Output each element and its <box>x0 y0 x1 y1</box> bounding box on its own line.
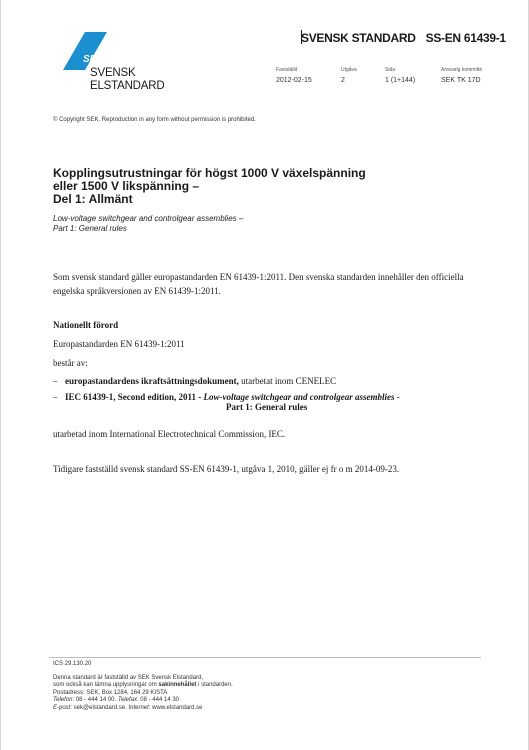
previous-standard-note: Tidigare fastställd svensk standard SS-EN 61439-1, utgåva 1, 2010, gäller ej fr o m 2014-09-23. <box>53 464 400 474</box>
footer-web-value[interactable]: : www.elstandard.se <box>148 704 203 711</box>
copyright-notice: © Copyright SEK. Reproduction in any form without permission is prohibited. <box>53 117 256 123</box>
foreword-line-2: består av: <box>53 358 88 368</box>
english-title-line-1: Low-voltage switchgear and controlgear assemblies – <box>53 214 244 223</box>
meta-label-sida: Sida <box>385 67 396 73</box>
document-title <box>53 167 366 206</box>
footer-line-4 <box>53 697 233 704</box>
footer-fax-value: : 08 - 444 14 30 <box>136 697 180 704</box>
title-line-3: Del 1: Allmänt <box>53 192 133 206</box>
footer-fax-label: Telefax <box>117 697 137 704</box>
meta-label-fastst: Fastställd <box>276 67 298 73</box>
bullet-1-bold: europastandardens ikraftsättningsdokument, <box>65 376 239 386</box>
footer-email-value[interactable]: : sek@elstandard.se. <box>70 704 129 711</box>
meta-value-date: 2012-02-15 <box>276 77 312 84</box>
list-item <box>53 392 400 402</box>
meta-value-committee: SEK TK 17D <box>441 77 481 84</box>
footer-line-2-bold: sakinnehållet <box>158 682 197 689</box>
english-title-line-2: Part 1: General rules <box>53 223 127 233</box>
footer-line-2 <box>53 682 233 689</box>
meta-label-utgava: Utgåva <box>341 67 357 73</box>
bullet-dash: – <box>53 392 58 402</box>
footer-email-label: E-post <box>53 704 71 711</box>
bullet-2-italic: Low-voltage switchgear and controlgear assemblies - <box>201 392 400 402</box>
bullet-2-bold: IEC 61439-1, Second edition, 2011 - <box>65 392 202 402</box>
list-item <box>53 376 336 386</box>
sek-logo <box>59 30 169 90</box>
footer-line-5 <box>53 705 233 712</box>
intro-paragraph: Som svensk standard gäller europastandarden EN 61439-1:2011. Den svenska standarden innehåller den officiella engelska språkversionen av EN 61439-1:2011. <box>53 272 464 296</box>
footer-phone-label: Telefon <box>53 697 73 704</box>
footer-line-2-pre: som också kan lämna upplysningar om <box>53 682 159 689</box>
footer-line-3: Postadress: SEK, Box 1284, 164 29 KISTA <box>53 689 168 696</box>
national-foreword-heading: Nationellt förord <box>53 320 119 330</box>
footer-phone-value: : 08 - 444 14 00. <box>72 697 118 704</box>
footer-info <box>53 675 233 712</box>
closing-line: utarbetad inom International Electrotechnical Commission, IEC. <box>53 429 286 439</box>
english-title <box>53 214 243 233</box>
foreword-line-1: Europastandarden EN 61439-1:2011 <box>53 339 185 349</box>
logo-line-1: SVENSK <box>90 67 136 79</box>
bullet-dash: – <box>53 376 58 386</box>
standard-title <box>301 31 506 45</box>
logo-line-2: ELSTANDARD <box>90 80 165 92</box>
footer-line-1: Denna standard är fastställd av SEK Svensk Elstandard, <box>53 675 204 681</box>
logo-badge-text: SEK <box>83 54 104 65</box>
footer-web-label: Internet <box>128 704 149 711</box>
meta-value-pages: 1 (1+144) <box>385 77 416 84</box>
title-line-1: Kopplingsutrustningar för högst 1000 V växelspänning <box>53 166 366 180</box>
title-line-2: eller 1500 V likspänning – <box>53 179 200 193</box>
meta-value-edition: 2 <box>341 77 345 84</box>
footer-line-2-post: i standarden. <box>196 682 233 689</box>
meta-label-kommitte: Ansvarig kommitté <box>441 67 483 73</box>
footer-divider <box>49 657 481 658</box>
bullet-2-continuation: Part 1: General rules <box>226 402 308 412</box>
standard-label: SVENSK STANDARD <box>301 31 416 45</box>
standard-number: SS-EN 61439-1 <box>425 31 506 45</box>
bullet-1-rest: utarbetat inom CENELEC <box>238 376 337 386</box>
ics-code: ICS 29.130.20 <box>53 661 92 667</box>
